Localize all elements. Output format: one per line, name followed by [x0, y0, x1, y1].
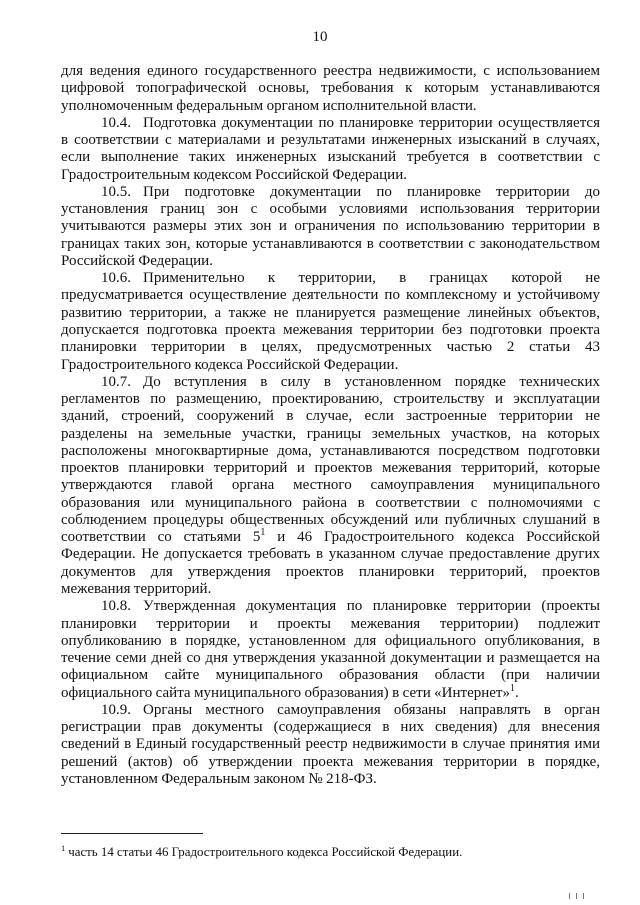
- body-text-line: в соответствии с материалами и результатами инженерных изысканий в случаях,: [61, 132, 600, 149]
- clause-number: 10.5.: [101, 183, 131, 200]
- clause-first-line: [61, 598, 600, 615]
- body-text-line: официальном сайте муниципального образования области (при наличии: [61, 667, 600, 684]
- body-text-line: зданий, строений, сооружений в случае, если застроенные территории не: [61, 408, 600, 425]
- clause-10-5: [61, 184, 600, 270]
- page-number: 10: [312, 29, 328, 45]
- body-text-line: установления границ зон с особыми условиями использования территории: [61, 201, 600, 218]
- body-text-line: развитию территории, а также не планируется размещение линейных объектов,: [61, 304, 600, 321]
- body-text-line: уполномоченным федеральным органом исполнительной власти.: [61, 97, 477, 114]
- clause-first-line: [61, 374, 600, 391]
- clause-number: 10.9.: [101, 701, 131, 718]
- clause-first-line: [61, 702, 600, 719]
- body-text: Подготовка документации по планировке территории осуществляется: [143, 114, 600, 131]
- clause-number: 10.6.: [101, 270, 131, 287]
- body-text-line: Градостроительного кодекса Российской Федерации.: [61, 356, 399, 373]
- body-text-line: сведений в Единый государственный реестр недвижимости в случае принятия ими: [61, 736, 600, 753]
- clause-first-line: [61, 115, 600, 132]
- body-text: Утвержденная документация по планировке территории (проекты: [143, 598, 600, 615]
- body-text-line: разделены на земельные участки, границы земельных участков, на которых: [61, 425, 600, 442]
- scan-artifact: [567, 893, 587, 900]
- body-text-line: расположены многоквартирные дома, устанавливаются посредством подготовки: [61, 442, 600, 459]
- body-text-line: [61, 682, 600, 702]
- body-text-line: границах таких зон, которые устанавливаются в соответствии с законодательством: [61, 235, 600, 252]
- clause-number: 10.7.: [101, 373, 131, 390]
- body-text-line: для ведения единого государственного реестра недвижимости, с использованием: [61, 63, 600, 79]
- body-text-line: если выполнение таких инженерных изысканий требуется в соответствии с: [61, 149, 600, 166]
- clause-10-6: [61, 270, 600, 374]
- body-text-line: учитываются размеры этих зон и ограничения по использованию территории в: [61, 218, 600, 235]
- clause-number: 10.4.: [101, 114, 131, 131]
- footnote-reference: 1: [260, 527, 266, 539]
- body-text-line: предусматривается осуществление деятельности по комплексному и устойчивому: [61, 287, 600, 304]
- body-text-line: допускается подготовка проекта межевания территории без подготовки проекта: [61, 321, 600, 338]
- body-text-line: межевания территорий.: [61, 580, 212, 597]
- body-text-line: Градостроительным кодексом Российской Федерации.: [61, 166, 407, 183]
- body-text-line: образования или муниципального района в соответствии с полномочиями с: [61, 494, 600, 511]
- footnote-reference: 1: [510, 682, 515, 694]
- body-text-line: установленном Федеральным законом № 218-ФЗ.: [61, 770, 377, 787]
- body-text-line: Российской Федерации.: [61, 252, 213, 269]
- body-text: и 46 Градостроительного кодекса Российской: [265, 529, 600, 546]
- document-body: [61, 63, 600, 788]
- body-text: До вступления в силу в установленном порядке технических: [143, 373, 600, 390]
- body-text-line: планировки территории и проекты межевания территории) подлежит: [61, 615, 600, 632]
- body-text-line: регистрации прав документы (содержащиеся в них сведения) для внесения: [61, 719, 600, 736]
- clause-10-7: [61, 374, 600, 598]
- clause-10-4: [61, 115, 600, 184]
- body-text: официального сайта муниципального образования) в сети «Интернет»: [61, 684, 510, 701]
- body-text-line: Федерации. Не допускается требовать в указанном случае предоставление других: [61, 546, 600, 563]
- clause-first-line: [61, 184, 600, 201]
- body-text: соответствии со статьями 5: [61, 529, 261, 546]
- body-text: Органы местного самоуправления обязаны направлять в орган: [143, 701, 600, 718]
- body-text-line: течение семи дней со дня утверждения указанной документации и размещается на: [61, 650, 600, 667]
- body-text-line: регламентов по размещению, проектированию, строительству и эксплуатации: [61, 391, 600, 408]
- body-text-line: проектов планировки территорий и проектов межевания территорий, которые: [61, 460, 600, 477]
- clause-first-line: [61, 270, 600, 287]
- body-text: .: [515, 684, 519, 701]
- body-text-line: планировки территории в целях, предусмотренных частью 2 статьи 43: [61, 339, 600, 356]
- body-text-line: опубликованию в порядке, установленном для официального опубликования, в: [61, 632, 600, 649]
- body-text-line: утверждаются главой органа местного самоуправления муниципального: [61, 477, 600, 494]
- body-text-line: соблюдением процедуры общественных обсуждений или публичных слушаний в: [61, 511, 600, 528]
- body-text-line: решений (актов) об утверждении проекта межевания территории в порядке,: [61, 753, 600, 770]
- footnote-text: часть 14 статьи 46 Градостроительного кодекса Российской Федерации.: [68, 845, 463, 859]
- paragraph-continuation: [61, 63, 600, 115]
- clause-number: 10.8.: [101, 598, 131, 615]
- clause-10-9: [61, 702, 600, 788]
- footnote-mark: 1: [61, 843, 66, 853]
- body-text: Применительно к территории, в границах которой не: [143, 270, 600, 287]
- clause-10-8: [61, 598, 600, 702]
- body-text-line: документов для утверждения проектов планировки территорий, проектов: [61, 563, 600, 580]
- body-text-line: [61, 529, 600, 546]
- footnote: [61, 845, 462, 861]
- footnote-separator: [61, 833, 203, 834]
- body-text: При подготовке документации по планировке территории до: [143, 183, 600, 200]
- body-text-line: цифровой топографической основы, требования к которым устанавливаются: [61, 80, 600, 97]
